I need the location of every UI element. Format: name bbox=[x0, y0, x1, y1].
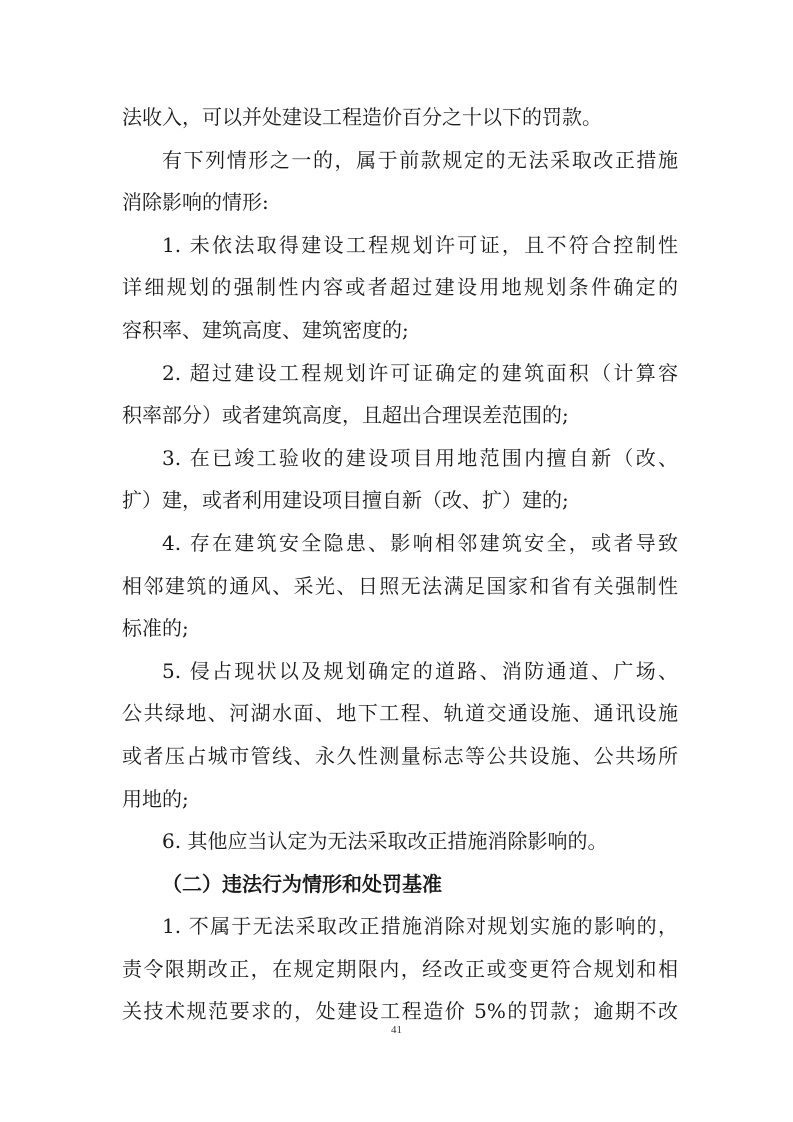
text-line: 用地的; bbox=[122, 786, 189, 811]
text-line: 详细规划的强制性内容或者超过建设用地规划条件确定的 bbox=[122, 275, 678, 300]
text-line: 标准的; bbox=[122, 616, 189, 641]
text-line: 4. 存在建筑安全隐患、影响相邻建筑安全，或者导致 bbox=[162, 530, 678, 555]
text-line: 3. 在已竣工验收的建设项目用地范围内擅自新（改、 bbox=[162, 445, 678, 470]
document-body bbox=[122, 96, 678, 1033]
section-heading: （二）违法行为情形和处罚基准 bbox=[162, 871, 442, 896]
text-line: 消除影响的情形: bbox=[122, 190, 269, 215]
text-line: 法收入，可以并处建设工程造价百分之十以下的罚款。 bbox=[122, 105, 602, 129]
text-line: 2. 超过建设工程规划许可证确定的建筑面积（计算容 bbox=[162, 360, 678, 385]
text-line: 或者压占城市管线、永久性测量标志等公共设施、公共场所 bbox=[122, 743, 678, 768]
text-line: 6. 其他应当认定为无法采取改正措施消除影响的。 bbox=[162, 829, 608, 854]
text-line: 容积率、建筑高度、建筑密度的; bbox=[122, 317, 409, 342]
text-line: 相邻建筑的通风、采光、日照无法满足国家和省有关强制性 bbox=[122, 573, 678, 598]
text-line: 1. 不属于无法采取改正措施消除对规划实施的影响的， bbox=[162, 914, 678, 939]
text-line: 1. 未依法取得建设工程规划许可证，且不符合控制性 bbox=[162, 232, 678, 257]
text-line: 责令限期改正，在规定期限内，经改正或变更符合规划和相 bbox=[122, 956, 678, 981]
text-line: 积率部分）或者建筑高度，且超出合理误差范围的; bbox=[122, 403, 569, 428]
text-line: 有下列情形之一的，属于前款规定的无法采取改正措施 bbox=[162, 147, 678, 172]
text-line: 关技术规范要求的，处建设工程造价 5%的罚款；逾期不改 bbox=[122, 999, 678, 1024]
text-line: 5. 侵占现状以及规划确定的道路、消防通道、广场、 bbox=[162, 658, 678, 683]
page-number: 41 bbox=[391, 1024, 402, 1036]
text-line: 扩）建，或者利用建设项目擅自新（改、扩）建的; bbox=[122, 488, 569, 513]
text-line: 公共绿地、河湖水面、地下工程、轨道交通设施、通讯设施 bbox=[122, 701, 678, 726]
